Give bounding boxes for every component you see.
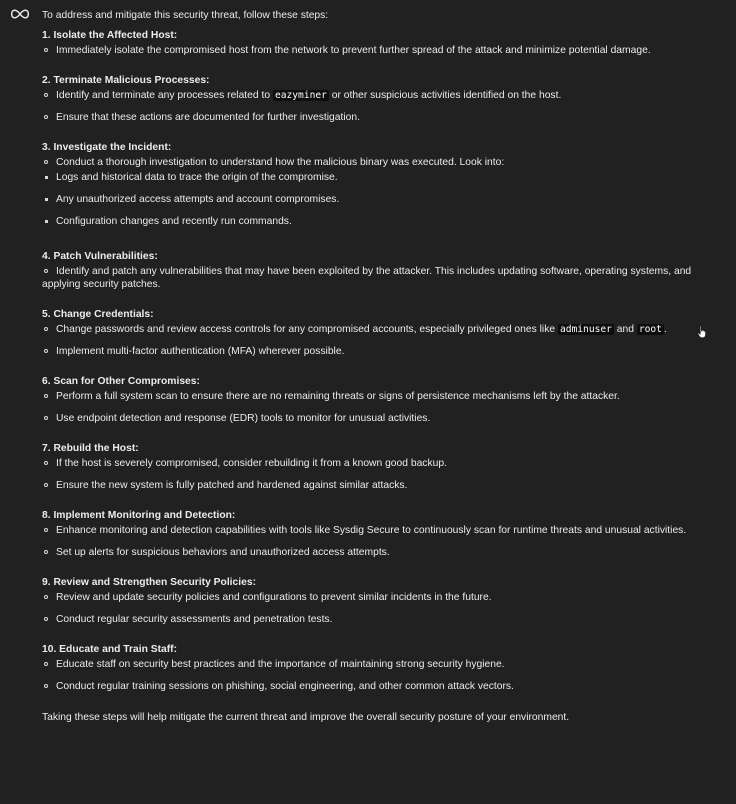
bullet-square-icon xyxy=(45,198,48,201)
intro-text: To address and mitigate this security threat, follow these steps: xyxy=(42,10,329,21)
step-title: 1. Isolate the Affected Host: xyxy=(42,30,178,41)
step-7 xyxy=(42,442,728,492)
step-title: 9. Review and Strengthen Security Policies: xyxy=(42,577,257,588)
step-5 xyxy=(42,308,728,358)
sub-list-item xyxy=(42,171,728,184)
item-text: Any unauthorized access attempts and account compromises. xyxy=(56,194,340,205)
step-title: 6. Scan for Other Compromises: xyxy=(42,376,200,387)
list-item xyxy=(42,524,728,537)
bullet-circle-icon xyxy=(44,115,48,119)
bullet-circle-icon xyxy=(44,93,48,97)
bullet-circle-icon xyxy=(44,327,48,331)
bullet-circle-icon xyxy=(44,269,48,273)
step-title: 10. Educate and Train Staff: xyxy=(42,644,178,655)
step-title: 2. Terminate Malicious Processes: xyxy=(42,75,210,86)
list-item xyxy=(42,390,728,403)
bullet-circle-icon xyxy=(44,48,48,52)
item-text: Set up alerts for suspicious behaviors and unauthorized access attempts. xyxy=(56,547,390,558)
sub-list-item xyxy=(42,215,728,228)
bullet-circle-icon xyxy=(44,349,48,353)
list-item xyxy=(42,680,728,693)
item-text: Immediately isolate the compromised host from the network to prevent further spread of the attack and minimize potential damage. xyxy=(56,45,651,56)
item-text: Identify and patch any vulnerabilities that may have been exploited by the attacker. This includes updating software, operating systems, and applying security patches. xyxy=(42,266,692,290)
step-title: 5. Change Credentials: xyxy=(42,309,154,320)
item-text: Conduct a thorough investigation to understand how the malicious binary was executed. Look into: xyxy=(56,157,505,168)
bullet-square-icon xyxy=(45,176,48,179)
assistant-logo-icon xyxy=(10,8,30,20)
list-item xyxy=(42,546,728,559)
bullet-circle-icon xyxy=(44,394,48,398)
step-title: 4. Patch Vulnerabilities: xyxy=(42,251,158,262)
step-title: 7. Rebuild the Host: xyxy=(42,443,139,454)
item-text: Identify and terminate any processes related to xyxy=(56,90,273,101)
step-9 xyxy=(42,576,728,626)
step-4 xyxy=(42,250,728,291)
step-3 xyxy=(42,141,728,228)
item-text: Change passwords and review access controls for any compromised accounts, especially privileged ones like xyxy=(56,324,558,335)
list-item xyxy=(42,479,728,492)
item-text: Use endpoint detection and response (EDR) tools to monitor for unusual activities. xyxy=(56,413,431,424)
item-text: Configuration changes and recently run commands. xyxy=(56,216,292,227)
bullet-circle-icon xyxy=(44,662,48,666)
bullet-circle-icon xyxy=(44,416,48,420)
list-item xyxy=(42,412,728,425)
item-text: Enhance monitoring and detection capabilities with tools like Sysdig Secure to continuously scan for runtime threats and unusual activities. xyxy=(56,525,687,536)
item-text: Conduct regular security assessments and penetration tests. xyxy=(56,614,333,625)
item-text: Perform a full system scan to ensure there are no remaining threats or signs of persistence mechanisms left by the attacker. xyxy=(56,391,620,402)
list-item xyxy=(42,44,728,57)
bullet-circle-icon xyxy=(44,461,48,465)
inline-code: root xyxy=(638,324,662,335)
assistant-response xyxy=(42,9,728,724)
bullet-circle-icon xyxy=(44,595,48,599)
step-6 xyxy=(42,375,728,425)
list-item xyxy=(42,111,728,124)
step-1 xyxy=(42,29,728,57)
step-title: 8. Implement Monitoring and Detection: xyxy=(42,510,236,521)
bullet-circle-icon xyxy=(44,684,48,688)
step-10 xyxy=(42,643,728,693)
item-text: Review and update security policies and configurations to prevent similar incidents in the future. xyxy=(56,592,492,603)
item-text: Logs and historical data to trace the origin of the compromise. xyxy=(56,172,338,183)
list-item xyxy=(42,658,728,671)
list-item xyxy=(42,457,728,470)
inline-code: eazyminer xyxy=(274,90,327,101)
bullet-circle-icon xyxy=(44,617,48,621)
item-text: Ensure that these actions are documented for further investigation. xyxy=(56,112,360,123)
sub-list-item xyxy=(42,193,728,206)
bullet-square-icon xyxy=(45,220,48,223)
list-item xyxy=(42,345,728,358)
item-text: Conduct regular training sessions on phishing, social engineering, and other common attack vectors. xyxy=(56,681,514,692)
item-text: and xyxy=(613,324,637,335)
list-item xyxy=(42,591,728,604)
bullet-circle-icon xyxy=(44,550,48,554)
bullet-circle-icon xyxy=(44,528,48,532)
step-2 xyxy=(42,74,728,124)
list-item xyxy=(42,323,728,336)
hand-pointer-icon xyxy=(697,325,707,339)
step-8 xyxy=(42,509,728,559)
step-title: 3. Investigate the Incident: xyxy=(42,142,172,153)
item-text: Implement multi-factor authentication (MFA) wherever possible. xyxy=(56,346,345,357)
closing-text: Taking these steps will help mitigate the current threat and improve the overall security posture of your environment. xyxy=(42,712,570,723)
list-item xyxy=(42,613,728,626)
inline-code: adminuser xyxy=(559,324,612,335)
bullet-circle-icon xyxy=(44,160,48,164)
list-item xyxy=(42,89,728,102)
bullet-circle-icon xyxy=(44,483,48,487)
item-text: Educate staff on security best practices and the importance of maintaining strong security hygiene. xyxy=(56,659,505,670)
item-text: If the host is severely compromised, consider rebuilding it from a known good backup. xyxy=(56,458,447,469)
item-text: or other suspicious activities identified on the host. xyxy=(328,90,562,101)
list-item xyxy=(42,265,728,291)
list-item xyxy=(42,156,728,169)
item-text: Ensure the new system is fully patched and hardened against similar attacks. xyxy=(56,480,408,491)
item-text: . xyxy=(663,324,667,335)
